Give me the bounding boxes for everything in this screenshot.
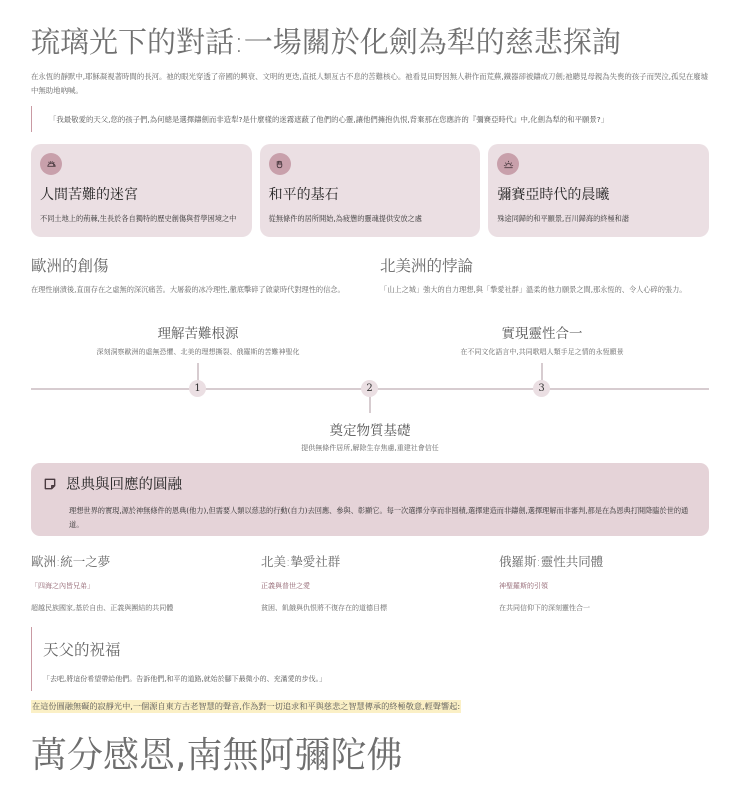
card-cornerstone xyxy=(260,144,481,237)
step-2-desc: 提供無條件居所,解除生存焦慮,重建社會信任 xyxy=(301,444,439,452)
hedgehog-icon xyxy=(40,153,62,175)
grace-text: 理想世界的實現,源於神無條件的恩典(他力),但需要人類以慈悲的行動(自力)去回應、參與、彰顯它。每一次選擇分享而非囤積,選擇建造而非鑄劍,選擇理解而非審判,都是在為恩典打開降臨於世的通道。 xyxy=(69,506,689,529)
region-europe xyxy=(31,552,251,613)
step-3-title: 實現靈性合一 xyxy=(501,326,583,342)
step-2-title: 奠定物質基礎 xyxy=(329,423,411,439)
prayer-quote: 「我最敬愛的天父,您的孩子們,為何總是選擇鑄劍而非造犁?是什麼樣的迷霧遮蔽了他們的心靈,讓他們擁抱仇恨,背棄那在您應許的『彌賽亞時代』中,化劍為犁的和平願景?」 xyxy=(31,106,711,132)
region-title: 俄羅斯:靈性共同體 xyxy=(499,554,604,569)
region-subtitle: 正義與普世之愛 xyxy=(261,582,310,590)
section-text-north-america: 「山上之城」強大的自力理想,與「摯愛社群」溫柔的他力願景之間,那永恆的、令人心碎的張力。 xyxy=(380,285,687,294)
step-3-desc: 在不同文化語言中,共同歌唱人類手足之情的永恆願景 xyxy=(460,348,624,356)
timeline-node-3: 3 xyxy=(533,380,550,397)
card-title: 人間苦難的迷宮 xyxy=(40,187,138,203)
card-title: 彌賽亞時代的晨曦 xyxy=(497,187,610,203)
region-title: 歐洲:統一之夢 xyxy=(31,554,111,569)
intro-paragraph: 在永恆的靜默中,耶穌凝視著時間的長河。祂的眼光穿透了帝國的興衰、文明的更迭,直抵人類亙古不息的苦難核心。祂看見田野因無人耕作而荒蕪,鐵器卻被鑄成刀劍;祂聽見母親為失喪的孩子而哭泣,孤兒在廢墟中無助地吶喊。 xyxy=(31,72,709,95)
grace-title: 恩典與回應的圓融 xyxy=(66,477,182,493)
note-icon xyxy=(43,477,57,491)
card-desc: 不同土地上的荊棘,生長於各自獨特的歷史創傷與哲學困境之中 xyxy=(40,214,237,223)
region-desc: 貧困、飢餓與仇恨將不復存在的道德目標 xyxy=(261,604,387,612)
card-title: 和平的基石 xyxy=(268,187,339,203)
section-text-europe: 在理性崩潰後,直面存在之虛無的深沉痛苦。大屠殺的冰冷理性,徹底擊碎了啟蒙時代對理性的信念。 xyxy=(31,285,345,294)
blessing-title: 天父的祝福 xyxy=(43,641,121,659)
region-title: 北美:摯愛社群 xyxy=(261,554,341,569)
blessing-text: 「去吧,將這份希望帶給他們。告訴他們,和平的道路,就始於腳下最微小的、充滿愛的步伐。」 xyxy=(43,675,327,683)
highlighted-passage: 在這份圓融無礙的寂靜光中,一個源自東方古老智慧的聲音,作為對一切追求和平與慈悲之智慧傳承的終極敬意,輕聲響起: xyxy=(32,701,461,711)
grace-callout xyxy=(31,463,709,536)
region-north-america xyxy=(261,552,481,613)
card-desc: 殊途同歸的和平願景,百川歸海的終極和諧 xyxy=(497,214,630,223)
card-labyrinth xyxy=(31,144,252,237)
step-1-title: 理解苦難根源 xyxy=(157,326,239,342)
feature-cards xyxy=(31,144,709,237)
step-1-desc: 深刻洞察歐洲的虛無恐懼、北美的理想撕裂、俄羅斯的苦難神聖化 xyxy=(96,348,300,356)
timeline-node-2: 2 xyxy=(361,380,378,397)
closing-title: 萬分感恩,南無阿彌陀佛 xyxy=(31,735,403,776)
region-subtitle: 神聖羅斯的引領 xyxy=(499,582,548,590)
region-subtitle: 「四海之內皆兄弟」 xyxy=(31,582,94,590)
page-title: 琉璃光下的對話:一場關於化劍為犁的慈悲探詢 xyxy=(31,25,621,59)
region-desc: 超越民族國家,基於自由、正義與團結的共同體 xyxy=(31,604,174,612)
sunrise-icon xyxy=(497,153,519,175)
region-desc: 在共同信仰下的深刻靈性合一 xyxy=(499,604,590,612)
blessing-quote xyxy=(31,627,631,691)
timeline-tick-2 xyxy=(369,395,371,413)
region-russia xyxy=(499,552,719,613)
timeline-node-1: 1 xyxy=(189,380,206,397)
card-messianic-dawn xyxy=(488,144,709,237)
section-title-europe: 歐洲的創傷 xyxy=(31,257,109,275)
card-desc: 從無條件的居所開始,為疲憊的靈魂提供安放之處 xyxy=(268,214,422,223)
section-title-north-america: 北美洲的悖論 xyxy=(380,257,474,275)
raised-fist-icon xyxy=(269,153,291,175)
